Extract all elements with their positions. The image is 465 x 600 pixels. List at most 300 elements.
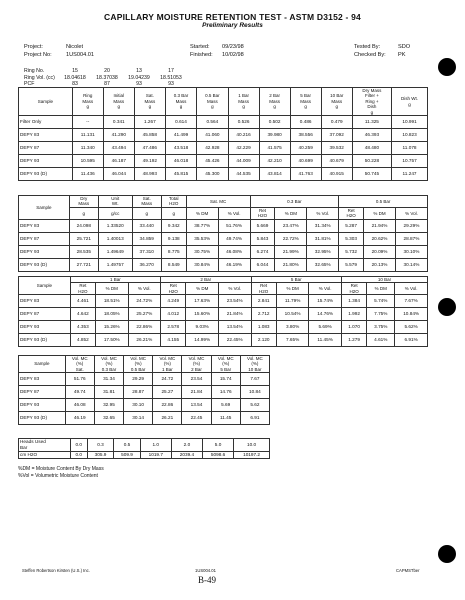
value-cell: 30.75%: [186, 245, 218, 258]
column-header: 1 Bar Mass g: [228, 88, 259, 116]
column-subheader: g: [132, 207, 161, 219]
column-subheader: Ret H2O: [251, 283, 276, 295]
value-cell: 5.732: [339, 245, 364, 258]
value-cell: 28.87: [124, 386, 153, 399]
value-cell: 10.823: [392, 129, 428, 142]
value-cell: 7.75%: [367, 308, 395, 321]
punch-hole-middle: [438, 298, 456, 316]
punch-hole-bottom: [438, 545, 456, 563]
table-row: [19, 219, 428, 232]
sample-name-cell: DEPY 87: [19, 308, 71, 321]
heads-cm-row: [19, 452, 270, 459]
table-row: [19, 334, 428, 347]
ring-value: 13: [136, 68, 142, 74]
heads-cm-value: 2039.4: [171, 452, 202, 459]
value-cell: 0.341: [103, 116, 134, 129]
value-cell: 24.72: [153, 373, 182, 386]
value-cell: 42.928: [197, 142, 228, 155]
value-cell: 45.858: [134, 129, 165, 142]
value-cell: 5.287: [339, 219, 364, 232]
pcf-label: PCF: [24, 81, 35, 87]
value-cell: 1.267: [134, 116, 165, 129]
value-cell: 31.81: [94, 386, 123, 399]
heads-cm-value: 0.0: [70, 452, 87, 459]
ring-value: 93: [136, 81, 142, 87]
ring-value: 17: [168, 68, 174, 74]
value-cell: 21.99%: [275, 245, 307, 258]
heads-bar-value: 0.0: [70, 439, 87, 452]
value-cell: 11.078: [392, 142, 428, 155]
header-row: [19, 283, 428, 295]
project-no-label: Project No:: [24, 52, 52, 58]
project-label: Project:: [24, 44, 43, 50]
column-header: Dry Mass: [69, 196, 98, 208]
column-header: Dish Wt. g: [392, 88, 428, 116]
value-cell: 22.45: [182, 412, 211, 425]
heads-cm-value: 10197.2: [234, 452, 270, 459]
mass-table: [18, 87, 428, 181]
header-row: [19, 88, 428, 116]
ring-column-1: [60, 68, 90, 88]
value-cell: 39.532: [321, 142, 352, 155]
value-cell: 51.76: [65, 373, 94, 386]
ring-labels: [24, 68, 55, 88]
value-cell: 1.49757: [98, 258, 132, 271]
ring-column-4: [156, 68, 186, 88]
value-cell: 41.499: [165, 129, 196, 142]
value-cell: 1.384: [341, 295, 366, 308]
column-header: Sample: [19, 88, 73, 116]
column-header: Vol. MC (%) 1 Bar: [153, 356, 182, 373]
finished-value: 10/02/98: [222, 52, 244, 58]
heads-bar-value: 0.5: [114, 439, 140, 452]
value-cell: 0.564: [197, 116, 228, 129]
ring-column-2: [92, 68, 122, 88]
table-row: [19, 308, 428, 321]
value-cell: 21.84%: [218, 308, 251, 321]
value-cell: 10.757: [392, 155, 428, 168]
value-cell: 5.69%: [309, 321, 342, 334]
value-cell: 26.21%: [128, 334, 161, 347]
value-cell: 18.51%: [96, 295, 129, 308]
page-number: B-49: [198, 575, 216, 585]
value-cell: 5.303: [339, 232, 364, 245]
sample-name-cell: DEPY 93: [19, 245, 70, 258]
table-row: [19, 155, 428, 168]
sample-name-cell: DEPY 93: [19, 321, 71, 334]
value-cell: 9.03%: [186, 321, 219, 334]
sample-name-cell: DEPY 93 (D): [19, 412, 66, 425]
value-cell: 46.187: [103, 155, 134, 168]
value-cell: 1.070: [341, 321, 366, 334]
value-cell: 7.67%: [395, 295, 428, 308]
value-cell: 24.72%: [128, 295, 161, 308]
column-subheader: % DM: [186, 283, 219, 295]
tested-by-label: Tested By:: [354, 44, 381, 50]
sample-name-cell: DEPY 83: [19, 295, 71, 308]
value-cell: 5.669: [250, 219, 275, 232]
column-header: Sample: [19, 277, 71, 295]
value-cell: 31.34: [94, 373, 123, 386]
column-subheader: g/cc: [98, 207, 132, 219]
column-header: Unit Wt.: [98, 196, 132, 208]
heads-used-table: [18, 438, 270, 459]
value-cell: 14.99%: [186, 334, 219, 347]
column-header: 2 Bar Mass g: [259, 88, 290, 116]
footer-file: CAPMSTber: [396, 568, 420, 573]
value-cell: 13.54: [182, 399, 211, 412]
punch-hole-top: [438, 58, 456, 76]
value-cell: 49.192: [134, 155, 165, 168]
value-cell: 22.86: [153, 399, 182, 412]
volumetric-summary-table: [18, 355, 270, 425]
heads-bar-value: 5.0: [203, 439, 234, 452]
ring-value: 15: [72, 68, 78, 74]
table-row: [19, 321, 428, 334]
value-cell: 11.436: [72, 168, 103, 181]
value-cell: 5.843: [250, 232, 275, 245]
value-cell: 15.74: [211, 373, 240, 386]
value-cell: 30.14%: [395, 258, 427, 271]
value-cell: 40.259: [290, 142, 321, 155]
column-header: Vol. MC (%) 2 Bar: [182, 356, 211, 373]
value-cell: 27.721: [69, 258, 98, 271]
value-cell: 37.310: [132, 245, 161, 258]
value-cell: 9.342: [161, 219, 186, 232]
value-cell: 11.131: [72, 129, 103, 142]
column-subheader: g: [69, 207, 98, 219]
table-row: [19, 129, 428, 142]
value-cell: 2.120: [251, 334, 276, 347]
value-cell: 6.044: [250, 258, 275, 271]
value-cell: 25.27: [153, 386, 182, 399]
value-cell: 35.53%: [186, 232, 218, 245]
sample-name-cell: DEPY 83: [19, 129, 73, 142]
value-cell: 29.29: [124, 373, 153, 386]
value-cell: 1.083: [251, 321, 276, 334]
value-cell: 20.62%: [364, 232, 396, 245]
value-cell: 7.67: [240, 373, 269, 386]
sample-name-cell: DEPY 87: [19, 386, 66, 399]
value-cell: 11.340: [72, 142, 103, 155]
value-cell: 41.060: [197, 129, 228, 142]
value-cell: 5.74%: [367, 295, 395, 308]
heads-bar-value: 2.0: [171, 439, 202, 452]
value-cell: 46.044: [103, 168, 134, 181]
sample-name-cell: DEPY 93 (D): [19, 334, 71, 347]
value-cell: 26.21: [153, 412, 182, 425]
footer-company: Steffen Robertson Kirsten (U.S.) Inc.: [22, 568, 90, 573]
heads-cm-label: cm H2O: [19, 452, 71, 459]
value-cell: 42.210: [259, 155, 290, 168]
value-cell: 8.775: [161, 245, 186, 258]
value-cell: 17.50%: [96, 334, 129, 347]
column-subheader: % Vol.: [395, 283, 428, 295]
page-subtitle: Preliminary Results: [202, 22, 263, 29]
value-cell: 0.502: [259, 116, 290, 129]
column-header: Vol. MC (%) Sat.: [65, 356, 94, 373]
ring-no-label: Ring No.: [24, 68, 45, 74]
value-cell: 32.95: [94, 399, 123, 412]
group-header: 5 Bar: [251, 277, 341, 283]
value-cell: 20.09%: [364, 245, 396, 258]
column-subheader: % DM: [96, 283, 129, 295]
value-cell: 14.76: [211, 386, 240, 399]
value-cell: 10.84: [240, 386, 269, 399]
ring-value: 20: [104, 68, 110, 74]
value-cell: 36.270: [132, 258, 161, 271]
header-row: [19, 207, 428, 219]
value-cell: 50.745: [352, 168, 391, 181]
value-cell: 1.992: [341, 308, 366, 321]
heads-bar-row: [19, 439, 270, 452]
value-cell: 13.54%: [218, 321, 251, 334]
sample-name-cell: Filter Only: [19, 116, 73, 129]
value-cell: 22.72%: [275, 232, 307, 245]
column-header: 10 Bar Mass g: [321, 88, 352, 116]
column-header: Vol. MC (%) 10 Bar: [240, 356, 269, 373]
value-cell: 4.852: [70, 334, 95, 347]
value-cell: 46.08%: [218, 245, 250, 258]
table-row: [19, 116, 428, 129]
value-cell: 15.74%: [309, 295, 342, 308]
footer-project-no: 1US004.01: [195, 568, 216, 573]
value-cell: 5.62%: [395, 321, 428, 334]
value-cell: 44.009: [228, 155, 259, 168]
column-header: Vol. MC (%) 0.5 Bar: [124, 356, 153, 373]
table-row: [19, 232, 428, 245]
column-header: Sample: [19, 356, 66, 373]
value-cell: 1.40013: [98, 232, 132, 245]
value-cell: 30.84%: [186, 258, 218, 271]
value-cell: 17.63%: [186, 295, 219, 308]
value-cell: 10.54%: [276, 308, 309, 321]
ring-value: 18.04618: [64, 74, 86, 81]
value-cell: 29.29%: [395, 219, 427, 232]
value-cell: 0.486: [290, 116, 321, 129]
ring-value: 87: [104, 81, 110, 87]
value-cell: 3.75%: [367, 321, 395, 334]
value-cell: 24.098: [69, 219, 98, 232]
table-row: [19, 245, 428, 258]
value-cell: 48.480: [352, 142, 391, 155]
value-cell: 41.290: [103, 129, 134, 142]
column-header: Sat. Mass: [132, 196, 161, 208]
column-header: 0.3 Bar Mass g: [165, 88, 196, 116]
value-cell: 30.14: [124, 412, 153, 425]
value-cell: 6.91: [240, 412, 269, 425]
group-header: 1 Bar: [70, 277, 160, 283]
heads-cm-value: 1019.7: [140, 452, 171, 459]
value-cell: 23.54%: [218, 295, 251, 308]
value-cell: 14.76%: [309, 308, 342, 321]
value-cell: 4.155: [161, 334, 186, 347]
column-subheader: % Vol.: [128, 283, 161, 295]
table-row: [19, 412, 270, 425]
column-subheader: % DM: [367, 283, 395, 295]
column-header: Dry Mass Filter + Ring + Dish g: [352, 88, 391, 116]
value-cell: 7.65%: [276, 334, 309, 347]
saturation-table: [18, 195, 428, 272]
value-cell: 32.95%: [307, 245, 339, 258]
column-header: Vol. MC (%) 5 Bar: [211, 356, 240, 373]
value-cell: 46.19%: [218, 258, 250, 271]
heads-cm-value: 5098.6: [203, 452, 234, 459]
note-vol: %Vol = Volumetric Moisture Content: [18, 473, 98, 479]
value-cell: 33.440: [132, 219, 161, 232]
header-row: [19, 356, 270, 373]
column-header: Sat. MC: [186, 196, 250, 208]
ring-value: 19.04239: [128, 74, 150, 81]
bar-retention-table: [18, 276, 428, 347]
value-cell: 30.10%: [395, 245, 427, 258]
value-cell: 18.05%: [96, 308, 129, 321]
started-value: 09/23/98: [222, 44, 244, 50]
column-subheader: % Vol.: [218, 207, 250, 219]
value-cell: 5.62: [240, 399, 269, 412]
table-row: [19, 386, 270, 399]
value-cell: 43.494: [103, 142, 134, 155]
sample-name-cell: DEPY 83: [19, 219, 70, 232]
column-subheader: % DM: [276, 283, 309, 295]
value-cell: 28.535: [69, 245, 98, 258]
column-subheader: Ret H2O: [70, 283, 95, 295]
value-cell: 10.84%: [395, 308, 428, 321]
checked-by-label: Checked By:: [354, 52, 386, 58]
sample-name-cell: DEPY 93 (D): [19, 258, 70, 271]
value-cell: 31.81%: [307, 232, 339, 245]
table-row: [19, 142, 428, 155]
column-header: 0.5 Bar Mass g: [197, 88, 228, 116]
value-cell: 9.138: [161, 232, 186, 245]
value-cell: 22.86%: [128, 321, 161, 334]
value-cell: 11.45: [211, 412, 240, 425]
column-header: 0.5 Bar: [339, 196, 428, 208]
ring-value: 18.37038: [96, 74, 118, 81]
column-subheader: % Vol.: [395, 207, 427, 219]
finished-label: Finished:: [190, 52, 213, 58]
column-subheader: % Vol.: [309, 283, 342, 295]
column-subheader: Ret H2O: [161, 283, 186, 295]
column-header: 0.3 Bar: [250, 196, 339, 208]
value-cell: 32.65: [94, 412, 123, 425]
value-cell: 43.518: [165, 142, 196, 155]
value-cell: 4.642: [70, 308, 95, 321]
value-cell: 50.228: [352, 155, 391, 168]
value-cell: 32.65%: [307, 258, 339, 271]
value-cell: 1.49649: [98, 245, 132, 258]
column-header: Sat. Mass g: [134, 88, 165, 116]
value-cell: 10.991: [392, 116, 428, 129]
started-label: Started:: [190, 44, 210, 50]
value-cell: 4.249: [161, 295, 186, 308]
value-cell: 22.45%: [218, 334, 251, 347]
value-cell: 43.814: [259, 168, 290, 181]
value-cell: 41.575: [259, 142, 290, 155]
column-subheader: Ret H2O: [250, 207, 275, 219]
ring-value: 83: [72, 81, 78, 87]
value-cell: 4.353: [70, 321, 95, 334]
column-header: Total H2O: [161, 196, 186, 208]
heads-cm-value: 305.9: [87, 452, 113, 459]
value-cell: 45.815: [165, 168, 196, 181]
table-row: [19, 295, 428, 308]
value-cell: 20.13%: [364, 258, 396, 271]
value-cell: 28.87%: [395, 232, 427, 245]
table-row: [19, 373, 270, 386]
note-dm: %DM = Moisture Content By Dry Mass: [18, 466, 104, 472]
ring-column-3: [124, 68, 154, 88]
value-cell: 41.763: [290, 168, 321, 181]
sample-name-cell: DEPY 87: [19, 232, 70, 245]
value-cell: 40.216: [228, 129, 259, 142]
value-cell: 5.69: [211, 399, 240, 412]
ring-vol-label: Ring Vol. (cc): [24, 74, 55, 81]
value-cell: 47.486: [134, 142, 165, 155]
value-cell: 2.712: [251, 308, 276, 321]
value-cell: 37.092: [321, 129, 352, 142]
column-header: 5 Bar Mass g: [290, 88, 321, 116]
group-header: 2 Bar: [161, 277, 251, 283]
heads-bar-label: Heads Used Bar: [19, 439, 71, 452]
value-cell: 40.915: [321, 168, 352, 181]
ring-value: 18.51053: [160, 74, 182, 81]
value-cell: 2.841: [251, 295, 276, 308]
value-cell: 40.699: [290, 155, 321, 168]
value-cell: 45.300: [197, 168, 228, 181]
ring-value: 93: [168, 81, 174, 87]
value-cell: 10.595: [72, 155, 103, 168]
value-cell: 6.274: [250, 245, 275, 258]
sample-name-cell: DEPY 83: [19, 373, 66, 386]
value-cell: 11.325: [352, 116, 391, 129]
value-cell: 23.54: [182, 373, 211, 386]
value-cell: 51.76%: [218, 219, 250, 232]
sample-name-cell: DEPY 93: [19, 399, 66, 412]
project-value: Nicolet: [66, 44, 84, 50]
value-cell: 45.426: [197, 155, 228, 168]
value-cell: 0.479: [321, 116, 352, 129]
value-cell: 48.993: [134, 168, 165, 181]
value-cell: 30.10: [124, 399, 153, 412]
value-cell: 25.721: [69, 232, 98, 245]
value-cell: 46.19: [65, 412, 94, 425]
value-cell: 1.33520: [98, 219, 132, 232]
column-subheader: Ret H2O: [341, 283, 366, 295]
heads-cm-value: 509.9: [114, 452, 140, 459]
group-header: 10 Bar: [341, 277, 427, 283]
table-row: [19, 168, 428, 181]
value-cell: 15.60%: [186, 308, 219, 321]
column-header: Vol. MC (%) 0.3 Bar: [94, 356, 123, 373]
value-cell: 0.526: [228, 116, 259, 129]
value-cell: 5.579: [339, 258, 364, 271]
value-cell: 11.45%: [309, 334, 342, 347]
value-cell: 44.535: [228, 168, 259, 181]
value-cell: 23.47%: [275, 219, 307, 232]
value-cell: 38.556: [290, 129, 321, 142]
column-header: Sample: [19, 196, 70, 220]
value-cell: 21.80%: [275, 258, 307, 271]
value-cell: 46.393: [352, 129, 391, 142]
column-subheader: % DM: [186, 207, 218, 219]
value-cell: 4.61%: [367, 334, 395, 347]
checked-by-value: PK: [398, 52, 406, 58]
value-cell: 21.84: [182, 386, 211, 399]
value-cell: 8.549: [161, 258, 186, 271]
value-cell: 40.679: [321, 155, 352, 168]
value-cell: 49.74%: [218, 232, 250, 245]
